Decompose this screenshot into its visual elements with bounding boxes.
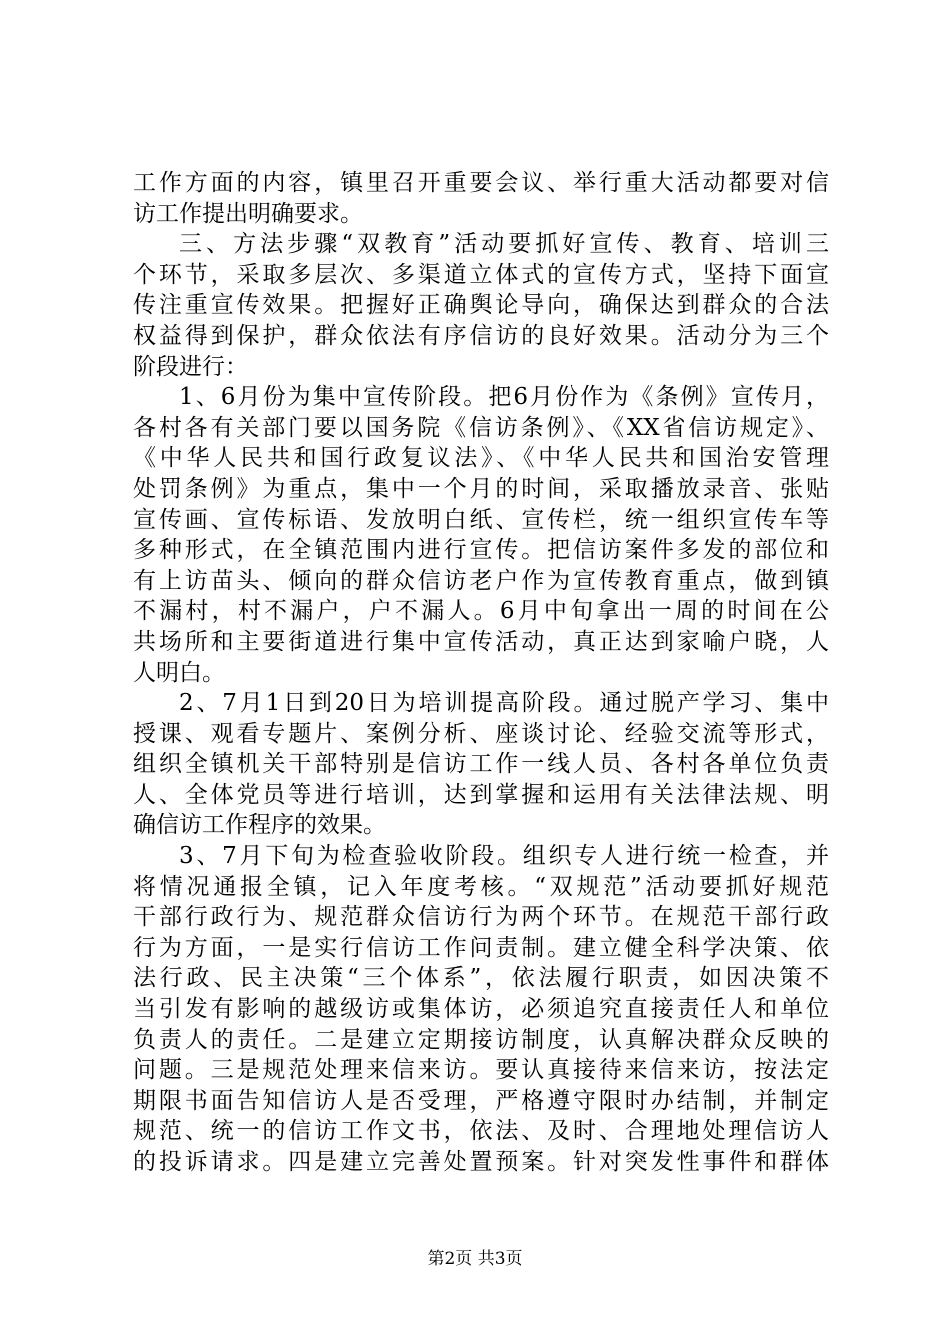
text-line: 行为方面，一是实行信访工作问责制。建立健全科学决策、依 [133, 934, 829, 961]
text-line: 权益得到保护，群众依法有序信访的良好效果。活动分为三个 [133, 322, 829, 349]
page-footer: 第2页 共3页 [427, 1249, 523, 1269]
text-line: 组织全镇机关干部特别是信访工作一线人员、各村各单位负责 [133, 751, 829, 778]
text-line: 3、7月下旬为检查验收阶段。组织专人进行统一检查，并 [179, 843, 829, 870]
text-line: 访工作提出明确要求。 [133, 200, 363, 227]
text-line: 多种形式，在全镇范围内进行宣传。把信访案件多发的部位和 [133, 537, 829, 564]
text-line: 各村各有关部门要以国务院《信访条例》、《XX省信访规定》、 [133, 414, 829, 441]
text-line: 不漏村，村不漏户，户不漏人。6月中旬拿出一周的时间在公 [133, 598, 829, 625]
text-line: 将情况通报全镇，记入年度考核。“双规范”活动要抓好规范 [133, 873, 829, 900]
text-line: 个环节，采取多层次、多渠道立体式的宣传方式，坚持下面宣 [133, 261, 829, 288]
text-line: 当引发有影响的越级访或集体访，必须追究直接责任人和单位 [133, 996, 829, 1023]
text-line: 阶段进行： [133, 353, 248, 380]
text-line: 期限书面告知信访人是否受理，严格遵守限时办结制，并制定 [133, 1087, 829, 1114]
text-line: 干部行政行为、规范群众信访行为两个环节。在规范干部行政 [133, 904, 829, 931]
text-line: 三、方法步骤“双教育”活动要抓好宣传、教育、培训三 [179, 231, 829, 258]
text-line: 的投诉请求。四是建立完善处置预案。针对突发性事件和群体 [133, 1149, 829, 1175]
text-line: 法行政、民主决策“三个体系”，依法履行职责，如因决策不 [133, 965, 829, 992]
text-line: 人、全体党员等进行培训，达到掌握和运用有关法律法规、明 [133, 781, 829, 808]
text-line: 授课、观看专题片、案例分析、座谈讨论、经验交流等形式， [133, 720, 829, 747]
text-line: 1、6月份为集中宣传阶段。把6月份作为《条例》宣传月， [179, 384, 829, 411]
text-line: 工作方面的内容，镇里召开重要会议、举行重大活动都要对信 [133, 170, 829, 196]
text-line: 2、7月1日到20日为培训提高阶段。通过脱产学习、集中 [179, 690, 829, 717]
text-line: 问题。三是规范处理来信来访。要认真接待来信来访，按法定 [133, 1057, 829, 1084]
text-line: 人明白。 [133, 659, 225, 686]
document-body [133, 168, 829, 1178]
text-line: 负责人的责任。二是建立定期接访制度，认真解决群众反映的 [133, 1026, 829, 1053]
text-line: 处罚条例》为重点，集中一个月的时间，采取播放录音、张贴 [133, 475, 829, 502]
text-line: 《中华人民共和国行政复议法》、《中华人民共和国治安管理 [133, 445, 829, 472]
text-line: 宣传画、宣传标语、发放明白纸、宣传栏，统一组织宣传车等 [133, 506, 829, 533]
text-line: 共场所和主要街道进行集中宣传活动，真正达到家喻户晓，人 [133, 628, 829, 655]
text-line: 传注重宣传效果。把握好正确舆论导向，确保达到群众的合法 [133, 292, 829, 319]
text-line: 有上访苗头、倾向的群众信访老户作为宣传教育重点，做到镇 [133, 567, 829, 594]
text-line: 确信访工作程序的效果。 [133, 812, 386, 839]
text-line: 规范、统一的信访工作文书，依法、及时、合理地处理信访人 [133, 1118, 829, 1145]
